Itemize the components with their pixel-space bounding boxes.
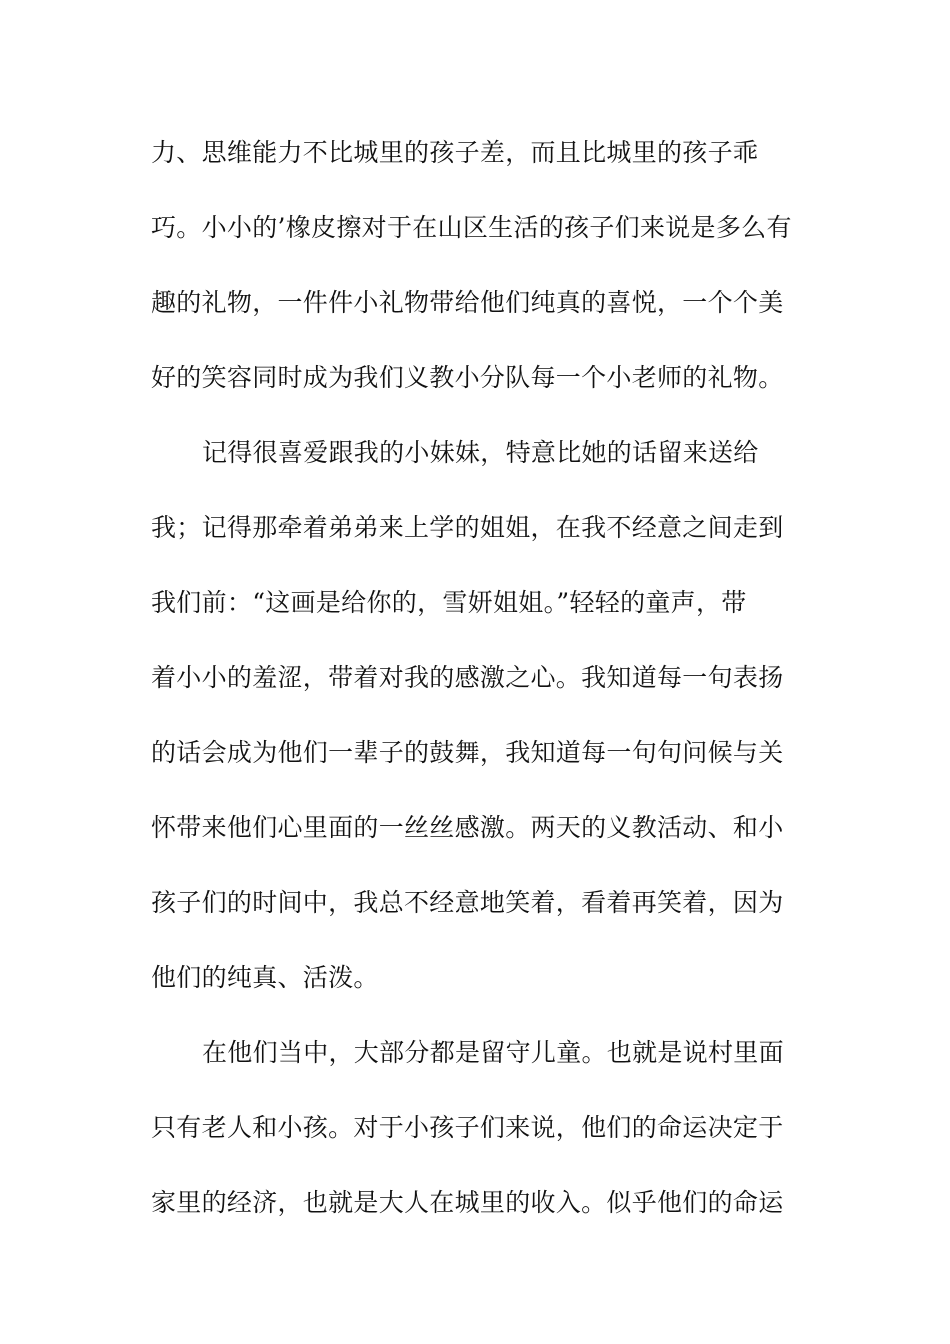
text-line: 家里的经济，也就是大人在城里的收入。似乎他们的命运 [151,1188,784,1217]
text-line: 孩子们的时间中，我总不经意地笑着，看着再笑着，因为 [151,888,784,917]
text-line: 着小小的羞涩，带着对我的感激之心。我知道每一句表扬 [151,663,784,692]
text-line: 巧。小小的’橡皮擦对于在山区生活的孩子们来说是多么有 [151,213,792,242]
text-line: 只有老人和小孩。对于小孩子们来说，他们的命运决定于 [151,1113,784,1142]
text-line: 我；记得那牵着弟弟来上学的姐姐，在我不经意之间走到 [151,513,784,542]
text-line: 我们前：“这画是给你的，雪妍姐姐。”轻轻的童声，带 [151,588,747,617]
text-line: 怀带来他们心里面的一丝丝感激。两天的义教活动、和小 [151,813,784,842]
text-line: 他们的纯真、活泼。 [151,963,379,992]
paragraph-first-line: 在他们当中，大部分都是留守儿童。也就是说村里面 [202,1038,784,1067]
text-line: 趣的礼物，一件件小礼物带给他们纯真的喜悦，一个个美 [151,288,784,317]
paragraph-first-line: 记得很喜爱跟我的小妹妹，特意比她的话留来送给 [202,438,759,467]
text-line: 好的笑容同时成为我们义教小分队每一个小老师的礼物。 [151,363,784,392]
text-line: 的话会成为他们一辈子的鼓舞，我知道每一句句问候与关 [151,738,784,767]
text-line: 力、思维能力不比城里的孩子差，而且比城里的孩子乖 [151,138,759,167]
